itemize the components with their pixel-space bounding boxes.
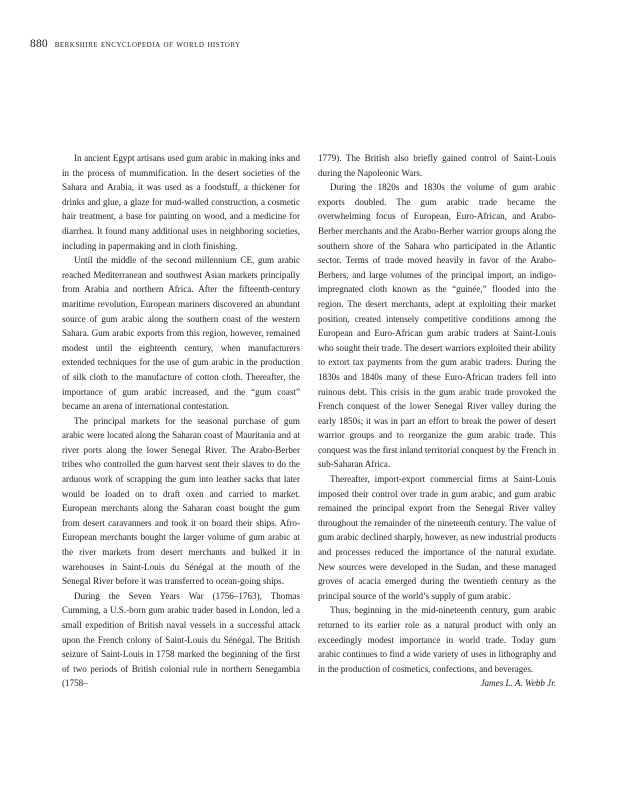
left-column [62, 151, 300, 691]
paragraph: Thus, beginning in the mid-nineteenth century, gum arabic returned to its earlier role as a natural product with only an exceedingly modest importance in world trade. Today gum arabic continues to find a wide variety of uses in lithography and in the production of cosmetics, confections, and beverages. [318, 605, 556, 674]
paragraph: During the Seven Years War (1756–1763), Thomas Cumming, a U.S.-born gum arabic trader based in London, led a small expedition of British naval vessels in a successful attack upon the French colony of Saint-Louis du Sénégal. The British seizure of Saint-Louis in 1758 marked the beginning of the first of two periods of British colonial rule in northern Senegambia (1758– [62, 590, 300, 689]
book-title: berkshire encyclopedia of world history [54, 40, 241, 50]
right-column [318, 151, 556, 691]
paragraph: In ancient Egypt artisans used gum arabic in making inks and in the process of mummification. In the desert societies of the Sahara and Arabia, it was used as a foodstuff, a thickener for drinks and glue, a glaze for mud-walled construction, a cosmetic hair treatment, a base for painting on wood, and a medicine for diarrhea. It found many additional uses in neighboring societies, including in papermaking and in cloth finishing. [62, 153, 300, 251]
author-signature: James L. A. Webb Jr. [480, 678, 556, 689]
paragraph: Until the middle of the second millennium CE, gum arabic reached Mediterranean and southwest Asian markets principally from Arabia and northern Africa. After the fifteenth-century maritime revolution, European mariners discovered an abundant source of gum arabic along the southern coast of the western Sahara. Gum arabic exports from this region, however, remained modest until the eighteenth century, when manufacturers extended techniques for the use of gum arabic in the production of silk cloth to the manufacture of cotton cloth. Thereafter, the importance of gum arabic increased, and the “gum coast” became an arena of international contestation. [62, 255, 300, 412]
paragraph: Thereafter, import-export commercial firms at Saint-Louis imposed their control over trade in gum arabic, and gum arabic remained the principal export from the Senegal River valley throughout the remainder of the nineteenth century. The value of gum arabic declined sharply, however, as new industrial products and processes reduced the importance of the natural exudate. New sources were developed in the Sudan, and these managed groves of acacia emerged during the twentieth century as the principal source of the world’s supply of gum arabic. [318, 474, 556, 601]
paragraph: The principal markets for the seasonal purchase of gum arabic were located along the Saharan coast of Mauritania and at river ports along the lower Senegal River. The Arabo-Berber tribes who controlled the gum harvest sent their slaves to do the arduous work of scrapping the gum into leather sacks that later would be loaded on to draft oxen and carried to market. European merchants along the Saharan coast bought the gum from desert caravanners and took it on board their ships. Afro-European merchants bought the larger volume of gum arabic at the river markets from desert merchants and bulked it in warehouses in Saint-Louis du Sénégal at the mouth of the Senegal River before it was transferred to ocean-going ships. [62, 415, 300, 587]
paragraph-continuation: 1779). The British also briefly gained control of Saint-Louis during the Napoleonic Wars. [318, 153, 556, 178]
paragraph: During the 1820s and 1830s the volume of gum arabic exports doubled. The gum arabic trade became the overwhelming focus of European, Euro-African, and Arabo-Berber merchants and the Arabo-Berber warrior groups along the southern shore of the Sahara who participated in the Atlantic sector. Terms of trade moved heavily in favor of the Arabo-Berbers, and large volumes of the principal import, an indigo-impregnated cloth known as the “guinée,” flooded into the region. The desert merchants, adept at exploiting their market position, created intensely competitive conditions among the European and Euro-African gum arabic traders at Saint-Louis who sought their trade. The desert warriors exploited their ability to extort tax payments from the gum arabic traders. During the 1830s and 1840s many of these Euro-African traders fell into ruinous debt. This crisis in the gum arabic trade provoked the French conquest of the lower Senegal River valley during the early 1850s; it was in part an effort to break the power of desert warrior groups and to reorganize the gum arabic trade. This conquest was the first inland territorial conquest by the French in sub-Saharan Africa. [318, 182, 556, 470]
running-head [30, 38, 241, 50]
page-number: 880 [30, 38, 48, 50]
